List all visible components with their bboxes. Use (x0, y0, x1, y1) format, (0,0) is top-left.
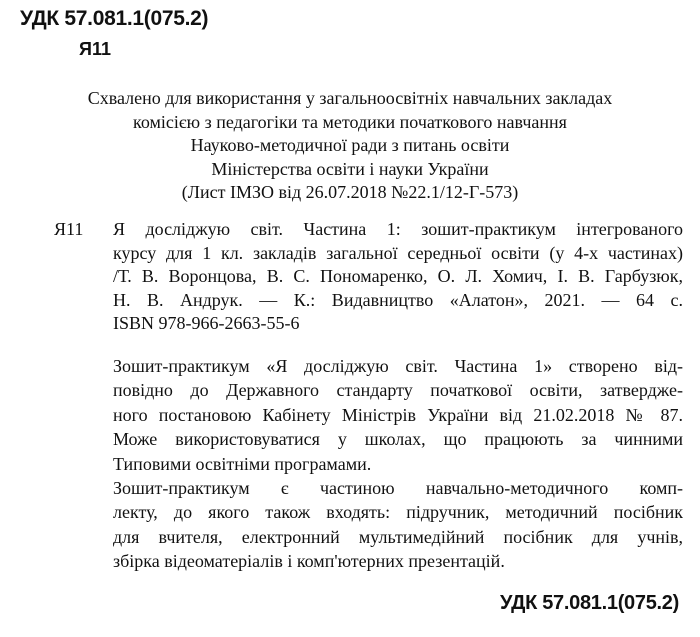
description-line: Може використовуватися у школах, що працюють за чинними (113, 429, 683, 450)
description-line: збірка відеоматеріалів і комп'ютерних презентацій. (113, 551, 505, 572)
biblio-line: курсу для 1 кл. закладів загальної середньої освіти (у 4-х частинах) (113, 242, 683, 263)
description-line: повідно до Державного стандарту початкової освіти, затвердже- (113, 380, 683, 401)
approval-line: (Лист ІМЗО від 26.07.2018 №22.1/12-Г-573) (181, 182, 519, 203)
biblio-line: Н. В. Андрук. — К.: Видавництво «Алатон», 2021. — 64 с. (113, 289, 683, 310)
approval-line: Схвалено для використання у загальноосвітніх навчальних закладах (87, 88, 613, 108)
bibliographic-record (113, 218, 683, 336)
description-line: Зошит-практикум «Я досліджую світ. Частина 1» створено від- (113, 356, 683, 376)
description-line: для вчителя, електронний мультимедійний посібник для учнів, (113, 526, 683, 547)
approval-line: Міністерства освіти і науки України (211, 158, 489, 179)
description-line: Типовими освітніми програмами. (113, 453, 372, 474)
approval-line: комісією з педагогіки та методики початкового навчання (133, 111, 567, 132)
biblio-line: /Т. В. Воронцова, В. С. Пономаренко, О. Л. Хомич, І. В. Гарбузюк, (113, 266, 683, 287)
author-code-top: Я11 (79, 39, 111, 59)
biblio-line: Я досліджую світ. Частина 1: зошит-практикум інтегрованого (113, 219, 683, 239)
description-line: ного постановою Кабінету Міністрів України від 21.02.2018 № 87. (113, 404, 683, 425)
description-text (113, 354, 683, 574)
description-line: Зошит-практикум є частиною навчально-методичного комп- (113, 478, 683, 499)
isbn-line: ISBN 978-966-2663-55-6 (113, 313, 300, 334)
udk-classification-top: УДК 57.081.1(075.2) (20, 7, 209, 30)
approval-block (0, 87, 700, 205)
biblio-author-code: Я11 (54, 219, 84, 239)
description-line: лекту, до якого також входять: підручник, методичний посібник (113, 502, 683, 523)
udk-classification-bottom: УДК 57.081.1(075.2) (500, 592, 679, 614)
approval-line: Науково-методичної ради з питань освіти (190, 135, 510, 156)
